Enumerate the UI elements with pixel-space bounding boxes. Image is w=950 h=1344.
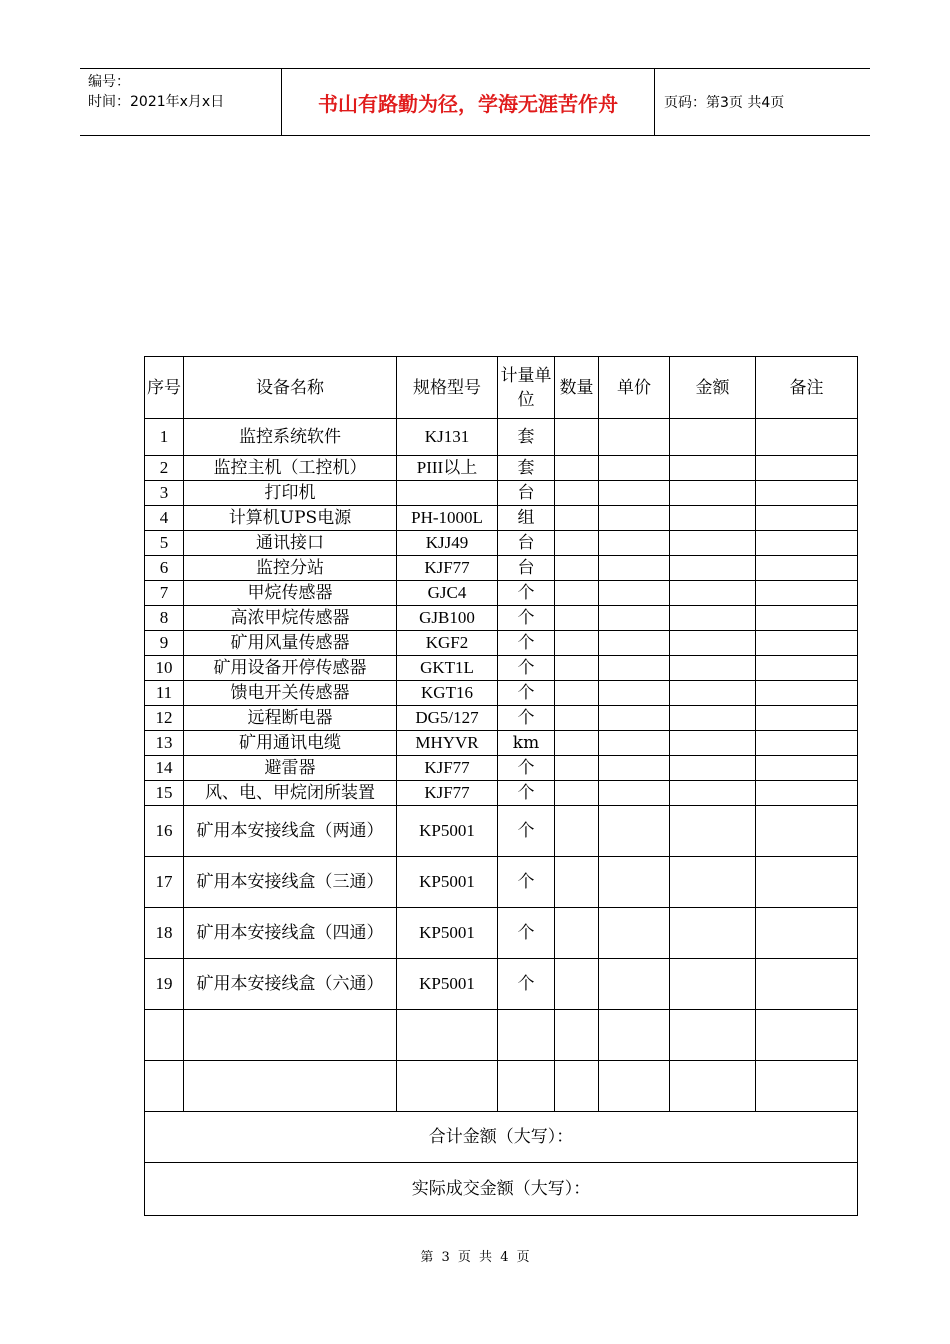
row-quantity — [555, 456, 599, 481]
table-header-row — [145, 357, 858, 419]
row-remarks — [756, 506, 858, 531]
date-label: 时间：2021年x月x日 — [88, 94, 225, 110]
empty-cell — [756, 1010, 858, 1061]
row-remarks — [756, 908, 858, 959]
row-quantity — [555, 506, 599, 531]
row-name: 避雷器 — [184, 756, 397, 781]
row-model: KJF77 — [397, 781, 498, 806]
row-unit-price — [599, 806, 670, 857]
row-name: 监控分站 — [184, 556, 397, 581]
row-unit-price — [599, 456, 670, 481]
row-remarks — [756, 756, 858, 781]
row-amount — [670, 581, 756, 606]
total-amount-label: 合计金额（大写）： — [145, 1112, 858, 1163]
row-index: 17 — [145, 857, 184, 908]
row-model: KGT16 — [397, 681, 498, 706]
row-model: KP5001 — [397, 959, 498, 1010]
row-unit-price — [599, 631, 670, 656]
row-model: KJJ49 — [397, 531, 498, 556]
table-row — [145, 481, 858, 506]
row-unit-price — [599, 606, 670, 631]
row-unit: 台 — [498, 556, 555, 581]
row-quantity — [555, 581, 599, 606]
row-name-text: 矿用本安接线盒（两通） — [196, 821, 384, 841]
row-remarks — [756, 959, 858, 1010]
row-amount — [670, 908, 756, 959]
empty-cell — [498, 1010, 555, 1061]
row-unit: 个 — [498, 756, 555, 781]
table-row — [145, 556, 858, 581]
row-quantity — [555, 959, 599, 1010]
row-model — [397, 481, 498, 506]
empty-cell — [555, 1010, 599, 1061]
row-unit: 个 — [498, 631, 555, 656]
row-model: KJF77 — [397, 756, 498, 781]
table-row — [145, 681, 858, 706]
empty-cell — [184, 1010, 397, 1061]
row-model: PH-1000L — [397, 506, 498, 531]
row-name: 通讯接口 — [184, 531, 397, 556]
row-amount — [670, 456, 756, 481]
row-amount — [670, 781, 756, 806]
row-index: 11 — [145, 681, 184, 706]
row-unit: 套 — [498, 456, 555, 481]
header-page-info: 页码：第3页 共4页 — [664, 95, 785, 111]
row-unit-price — [599, 531, 670, 556]
row-quantity — [555, 481, 599, 506]
row-model: KJF77 — [397, 556, 498, 581]
row-quantity — [555, 706, 599, 731]
empty-cell — [670, 1010, 756, 1061]
row-quantity — [555, 656, 599, 681]
row-model: KP5001 — [397, 908, 498, 959]
table-row — [145, 908, 858, 959]
header-amount: 金额 — [670, 357, 756, 419]
row-quantity — [555, 419, 599, 456]
row-unit-price — [599, 857, 670, 908]
row-quantity — [555, 681, 599, 706]
row-name-text: 矿用本安接线盒（六通） — [196, 974, 384, 994]
row-remarks — [756, 581, 858, 606]
row-unit: 个 — [498, 908, 555, 959]
row-name — [184, 908, 397, 959]
row-name: 矿用风量传感器 — [184, 631, 397, 656]
row-unit: 个 — [498, 606, 555, 631]
header-quantity: 数量 — [555, 357, 599, 419]
row-quantity — [555, 781, 599, 806]
empty-cell — [145, 1061, 184, 1112]
row-quantity — [555, 731, 599, 756]
row-amount — [670, 681, 756, 706]
table-row — [145, 456, 858, 481]
header-unit-price: 单价 — [599, 357, 670, 419]
row-remarks — [756, 481, 858, 506]
row-model: KP5001 — [397, 857, 498, 908]
row-amount — [670, 419, 756, 456]
row-unit: 套 — [498, 419, 555, 456]
row-unit: 个 — [498, 857, 555, 908]
row-unit: 个 — [498, 581, 555, 606]
row-amount — [670, 531, 756, 556]
row-index: 8 — [145, 606, 184, 631]
empty-cell — [756, 1061, 858, 1112]
empty-row — [145, 1010, 858, 1061]
header-model: 规格型号 — [397, 357, 498, 419]
row-unit-price — [599, 908, 670, 959]
row-unit-price — [599, 959, 670, 1010]
row-unit: km — [498, 731, 555, 756]
row-quantity — [555, 556, 599, 581]
empty-cell — [397, 1061, 498, 1112]
row-name: 打印机 — [184, 481, 397, 506]
row-unit-price — [599, 656, 670, 681]
row-name: 远程断电器 — [184, 706, 397, 731]
row-unit-price — [599, 556, 670, 581]
table-row — [145, 419, 858, 456]
row-remarks — [756, 781, 858, 806]
table-row — [145, 806, 858, 857]
row-unit: 组 — [498, 506, 555, 531]
empty-row — [145, 1061, 858, 1112]
table-row — [145, 857, 858, 908]
total-amount-row — [145, 1112, 858, 1163]
row-unit: 台 — [498, 481, 555, 506]
row-remarks — [756, 656, 858, 681]
row-remarks — [756, 806, 858, 857]
row-unit-price — [599, 481, 670, 506]
actual-amount-label: 实际成交金额（大写）： — [145, 1163, 858, 1216]
row-quantity — [555, 756, 599, 781]
row-index: 4 — [145, 506, 184, 531]
row-name — [184, 857, 397, 908]
table-row — [145, 959, 858, 1010]
row-remarks — [756, 857, 858, 908]
table-row — [145, 631, 858, 656]
table-row — [145, 731, 858, 756]
row-name-text: 矿用本安接线盒（三通） — [196, 872, 384, 892]
row-model: PIII以上 — [397, 456, 498, 481]
row-model: GJC4 — [397, 581, 498, 606]
row-model: KGF2 — [397, 631, 498, 656]
row-unit-price — [599, 756, 670, 781]
row-remarks — [756, 631, 858, 656]
row-index: 3 — [145, 481, 184, 506]
row-model: GKT1L — [397, 656, 498, 681]
row-name: 计算机UPS电源 — [184, 506, 397, 531]
row-remarks — [756, 606, 858, 631]
row-index: 12 — [145, 706, 184, 731]
row-model: KJ131 — [397, 419, 498, 456]
row-unit-price — [599, 706, 670, 731]
row-name — [184, 806, 397, 857]
header-unit: 计量单位 — [498, 357, 555, 419]
row-amount — [670, 959, 756, 1010]
row-unit-price — [599, 781, 670, 806]
row-name — [184, 959, 397, 1010]
empty-cell — [670, 1061, 756, 1112]
row-model: MHYVR — [397, 731, 498, 756]
row-remarks — [756, 456, 858, 481]
empty-cell — [184, 1061, 397, 1112]
row-index: 18 — [145, 908, 184, 959]
row-index: 16 — [145, 806, 184, 857]
row-index: 1 — [145, 419, 184, 456]
row-unit: 个 — [498, 681, 555, 706]
row-name: 高浓甲烷传感器 — [184, 606, 397, 631]
row-unit: 个 — [498, 656, 555, 681]
row-remarks — [756, 531, 858, 556]
row-index: 19 — [145, 959, 184, 1010]
actual-amount-row — [145, 1163, 858, 1216]
equipment-table — [144, 356, 858, 1216]
row-unit: 台 — [498, 531, 555, 556]
row-unit-price — [599, 581, 670, 606]
row-unit: 个 — [498, 959, 555, 1010]
row-name: 馈电开关传感器 — [184, 681, 397, 706]
table-row — [145, 531, 858, 556]
row-unit-price — [599, 419, 670, 456]
row-amount — [670, 857, 756, 908]
table-row — [145, 781, 858, 806]
row-name: 监控系统软件 — [184, 419, 397, 456]
row-unit-price — [599, 506, 670, 531]
table-row — [145, 606, 858, 631]
row-index: 10 — [145, 656, 184, 681]
empty-cell — [397, 1010, 498, 1061]
row-quantity — [555, 531, 599, 556]
row-amount — [670, 806, 756, 857]
row-amount — [670, 481, 756, 506]
row-remarks — [756, 706, 858, 731]
document-header — [80, 68, 870, 136]
row-amount — [670, 606, 756, 631]
empty-cell — [599, 1010, 670, 1061]
row-quantity — [555, 806, 599, 857]
table-row — [145, 656, 858, 681]
row-amount — [670, 631, 756, 656]
row-unit: 个 — [498, 806, 555, 857]
row-quantity — [555, 606, 599, 631]
row-unit-price — [599, 731, 670, 756]
row-amount — [670, 506, 756, 531]
empty-cell — [498, 1061, 555, 1112]
table-row — [145, 756, 858, 781]
row-remarks — [756, 731, 858, 756]
row-quantity — [555, 857, 599, 908]
page-footer: 第 3 页 共 4 页 — [420, 1250, 530, 1265]
row-index: 13 — [145, 731, 184, 756]
row-name: 甲烷传感器 — [184, 581, 397, 606]
row-quantity — [555, 631, 599, 656]
row-quantity — [555, 908, 599, 959]
row-name: 矿用通讯电缆 — [184, 731, 397, 756]
header-remarks: 备注 — [756, 357, 858, 419]
table-row — [145, 706, 858, 731]
row-amount — [670, 706, 756, 731]
row-name: 风、电、甲烷闭所装置 — [184, 781, 397, 806]
row-index: 6 — [145, 556, 184, 581]
row-index: 9 — [145, 631, 184, 656]
row-unit-price — [599, 681, 670, 706]
row-index: 14 — [145, 756, 184, 781]
empty-cell — [599, 1061, 670, 1112]
row-remarks — [756, 556, 858, 581]
row-model: GJB100 — [397, 606, 498, 631]
row-name-text: 矿用本安接线盒（四通） — [196, 923, 384, 943]
row-unit: 个 — [498, 706, 555, 731]
row-index: 5 — [145, 531, 184, 556]
row-remarks — [756, 681, 858, 706]
table-row — [145, 506, 858, 531]
empty-cell — [145, 1010, 184, 1061]
row-name: 监控主机（工控机） — [184, 456, 397, 481]
header-name: 设备名称 — [184, 357, 397, 419]
empty-cell — [555, 1061, 599, 1112]
row-name: 矿用设备开停传感器 — [184, 656, 397, 681]
row-unit: 个 — [498, 781, 555, 806]
row-index: 15 — [145, 781, 184, 806]
header-motto: 书山有路勤为径，学海无涯苦作舟 — [282, 69, 655, 135]
serial-label: 编号： — [88, 74, 130, 90]
row-remarks — [756, 419, 858, 456]
row-index: 2 — [145, 456, 184, 481]
row-model: KP5001 — [397, 806, 498, 857]
row-amount — [670, 756, 756, 781]
row-model: DG5/127 — [397, 706, 498, 731]
row-amount — [670, 731, 756, 756]
header-index: 序号 — [145, 357, 184, 419]
row-amount — [670, 656, 756, 681]
row-index: 7 — [145, 581, 184, 606]
row-amount — [670, 556, 756, 581]
header-meta — [80, 69, 282, 135]
table-row — [145, 581, 858, 606]
